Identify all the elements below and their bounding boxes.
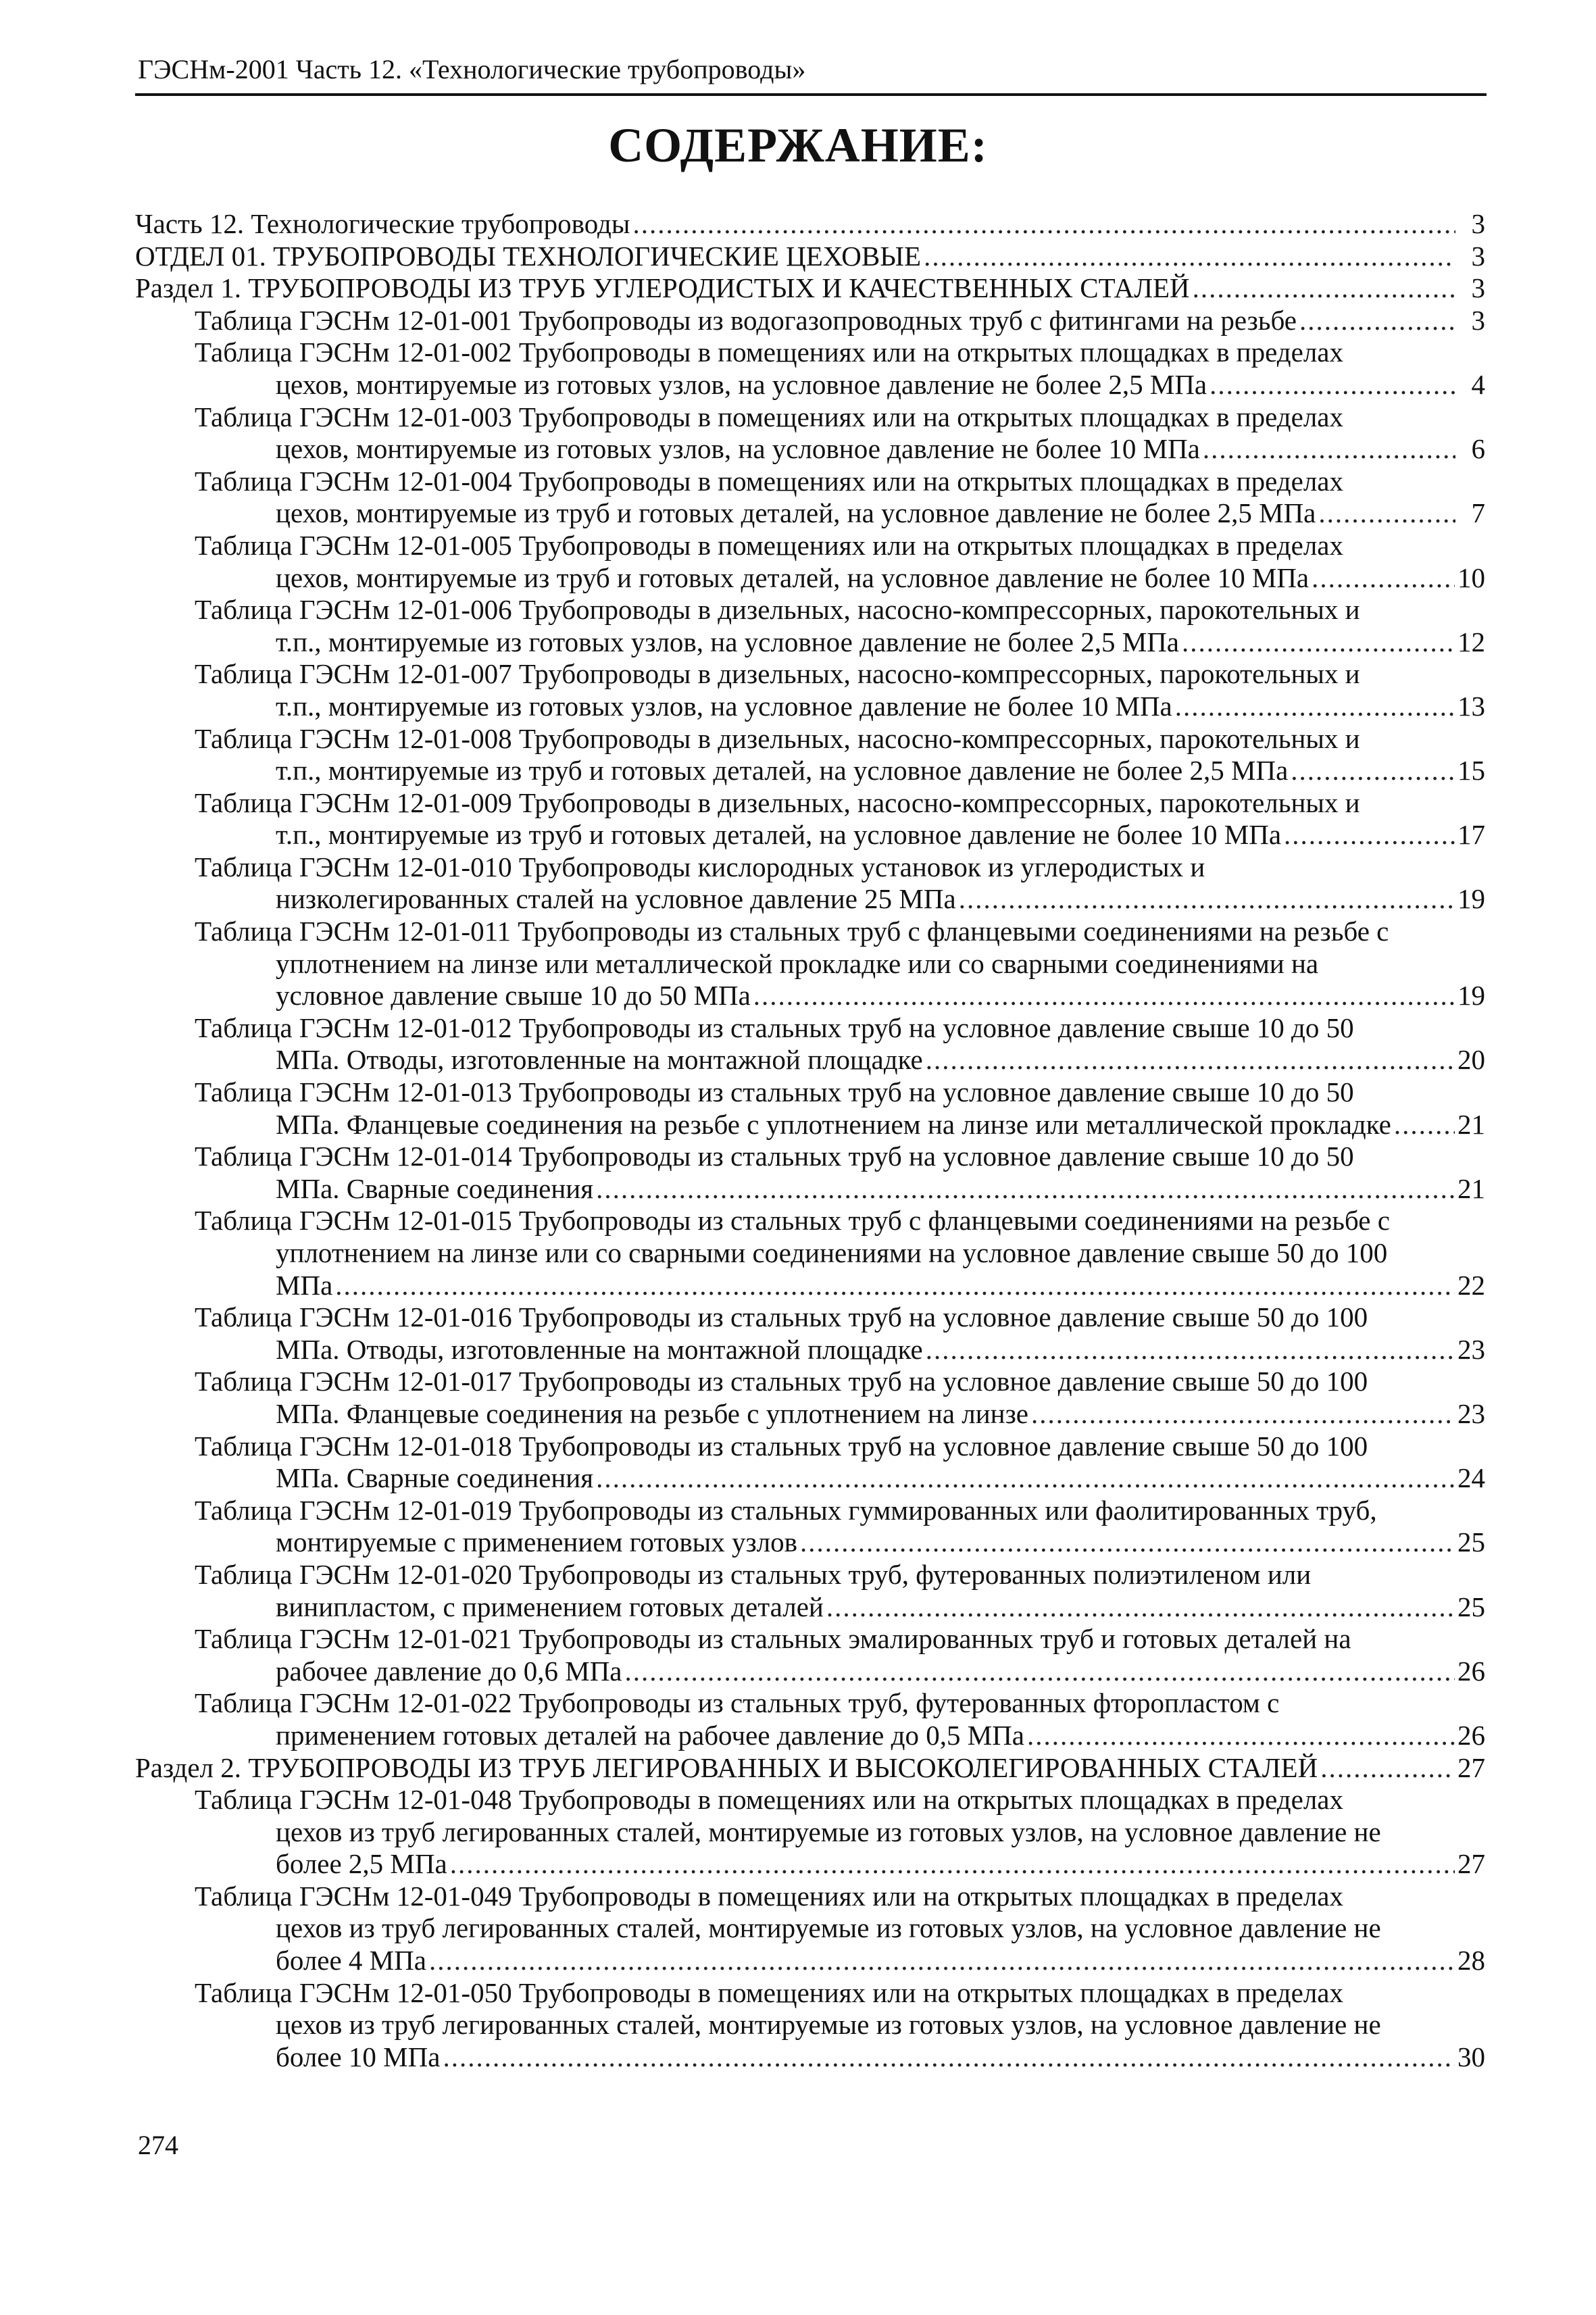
toc-entry-text: Таблица ГЭСНм 12-01-005 Трубопроводы в помещениях или на открытых площадках в пределах [195, 529, 1343, 561]
toc-entry-text: Раздел 1. ТРУБОПРОВОДЫ ИЗ ТРУБ УГЛЕРОДИСТЫХ И КАЧЕСТВЕННЫХ СТАЛЕЙ [135, 272, 1190, 304]
toc-entry-text: низколегированных сталей на условное давление 25 МПа [276, 883, 956, 915]
dot-leader [1312, 562, 1455, 595]
toc-entry-line [135, 1559, 1485, 1591]
dot-leader [596, 1173, 1455, 1205]
toc-entry-text: Таблица ГЭСНм 12-01-007 Трубопроводы в дизельных, насосно-компрессорных, парокотельных и [195, 658, 1360, 690]
toc-page-number: 3 [1471, 304, 1485, 336]
toc-entry-line [135, 530, 1485, 562]
toc-entry-line [135, 755, 1485, 787]
dot-leader [1031, 1398, 1455, 1430]
dot-leader [1193, 272, 1455, 305]
toc-entry-text: более 10 МПа [276, 2041, 441, 2072]
toc-table-entry [135, 1687, 1485, 1751]
toc-entry-text: цехов из труб легированных сталей, монтируемые из готовых узлов, на условное давление не [276, 1912, 1381, 1944]
toc-entry-line [135, 1945, 1485, 1977]
toc-page-number: 13 [1457, 690, 1485, 722]
toc-page-number: 27 [1457, 1751, 1485, 1783]
toc-page-number: 3 [1471, 272, 1485, 304]
dot-leader [1203, 433, 1455, 466]
toc-entry-line [135, 466, 1485, 498]
toc-entry-text: Таблица ГЭСНм 12-01-008 Трубопроводы в дизельных, насосно-компрессорных, парокотельных и [195, 722, 1360, 754]
toc-entry-text: МПа. Отводы, изготовленные на монтажной площадке [276, 1333, 923, 1365]
toc-table-entry [135, 787, 1485, 851]
toc-table-entry [135, 1430, 1485, 1495]
toc-table-entry [135, 305, 1485, 337]
dot-leader [596, 1462, 1455, 1495]
toc-entry-text: Таблица ГЭСНм 12-01-019 Трубопроводы из стальных гуммированных или фаолитированных труб, [195, 1494, 1377, 1526]
dot-leader [926, 1044, 1455, 1076]
toc-entry-line [135, 369, 1485, 401]
toc-entry-text: Таблица ГЭСНм 12-01-004 Трубопроводы в помещениях или на открытых площадках в пределах [195, 465, 1343, 497]
toc-page-number: 21 [1457, 1108, 1485, 1140]
toc-entry-line [135, 1591, 1485, 1624]
toc-entry-text: цехов, монтируемые из готовых узлов, на условное давление не более 10 МПа [276, 433, 1200, 465]
toc-entry-text: уплотнением на линзе или металлической прокладке или со сварными соединениями на [276, 947, 1319, 979]
toc-entry-line [135, 883, 1485, 916]
toc-page-number: 10 [1457, 562, 1485, 593]
dot-leader [1175, 691, 1455, 723]
toc-table-entry [135, 723, 1485, 787]
toc-entry-text: МПа. Фланцевые соединения на резьбе с уплотнением на линзе [276, 1397, 1029, 1429]
toc-entry-text: т.п., монтируемые из труб и готовых деталей, на условное давление не более 10 МПа [276, 819, 1282, 851]
toc-entry-text: Таблица ГЭСНм 12-01-018 Трубопроводы из стальных труб на условное давление свыше 50 до 100 [195, 1430, 1368, 1462]
toc-entry-text: Таблица ГЭСНм 12-01-011 Трубопроводы из стальных труб с фланцевыми соединениями на резьбе с [195, 916, 1389, 947]
toc-entry-line [135, 1270, 1485, 1302]
dot-leader [443, 2041, 1455, 2074]
toc-entry-text: МПа. Фланцевые соединения на резьбе с уплотнением на линзе или металлической прокладке [276, 1108, 1391, 1140]
toc-section-entry [135, 241, 1485, 273]
toc-page-number: 23 [1457, 1397, 1485, 1429]
toc-page-number: 3 [1471, 208, 1485, 239]
toc-entry-text: Таблица ГЭСНм 12-01-002 Трубопроводы в помещениях или на открытых площадках в пределах [195, 337, 1343, 368]
toc-page-number: 24 [1457, 1462, 1485, 1494]
toc-table-entry [135, 658, 1485, 722]
table-of-contents [135, 208, 1485, 2073]
toc-entry-text: Таблица ГЭСНм 12-01-049 Трубопроводы в помещениях или на открытых площадках в пределах [195, 1880, 1343, 1912]
toc-entry-text: Часть 12. Технологические трубопроводы [135, 208, 630, 239]
toc-section-entry [135, 208, 1485, 241]
toc-page-number: 6 [1471, 433, 1485, 465]
toc-entry-line [135, 1141, 1485, 1173]
toc-entry-text: применением готовых деталей на рабочее давление до 0,5 МПа [276, 1719, 1025, 1751]
toc-page-number: 3 [1471, 240, 1485, 272]
toc-entry-text: уплотнением на линзе или со сварными соединениями на условное давление свыше 50 до 100 [276, 1237, 1388, 1268]
dot-leader [1027, 1720, 1455, 1752]
toc-entry-line [135, 1881, 1485, 1913]
toc-entry-text: рабочее давление до 0,6 МПа [276, 1655, 622, 1687]
toc-entry-text: МПа. Отводы, изготовленные на монтажной площадке [276, 1044, 923, 1076]
toc-page-number: 19 [1457, 883, 1485, 915]
toc-table-entry [135, 916, 1485, 1012]
toc-entry-text: винипластом, с применением готовых деталей [276, 1591, 824, 1622]
toc-entry-line [135, 723, 1485, 755]
toc-entry-line [135, 337, 1485, 369]
toc-entry-text: Таблица ГЭСНм 12-01-009 Трубопроводы в дизельных, насосно-компрессорных, парокотельных и [195, 787, 1360, 818]
toc-page-number: 19 [1457, 980, 1485, 1012]
toc-page-number: 15 [1457, 755, 1485, 787]
toc-entry-text: МПа [276, 1269, 333, 1301]
toc-entry-line [135, 658, 1485, 691]
toc-page-number: 26 [1457, 1719, 1485, 1751]
toc-entry-line [135, 1301, 1485, 1334]
toc-entry-text: Таблица ГЭСНм 12-01-020 Трубопроводы из стальных труб, футерованных полиэтиленом или [195, 1558, 1312, 1590]
toc-entry-text: Таблица ГЭСНм 12-01-010 Трубопроводы кислородных установок из углеродистых и [195, 851, 1205, 882]
toc-entry-line [135, 1398, 1485, 1430]
toc-entry-line [135, 1784, 1485, 1816]
toc-entry-text: т.п., монтируемые из готовых узлов, на условное давление не более 2,5 МПа [276, 626, 1180, 657]
toc-table-entry [135, 1301, 1485, 1366]
toc-entry-line [135, 1720, 1485, 1752]
toc-entry-text: МПа. Сварные соединения [276, 1172, 594, 1204]
toc-table-entry [135, 1012, 1485, 1076]
toc-entry-text: Таблица ГЭСНм 12-01-014 Трубопроводы из стальных труб на условное давление свыше 10 до 50 [195, 1141, 1354, 1172]
dot-leader [1320, 1752, 1455, 1785]
dot-leader [335, 1270, 1455, 1302]
dot-leader [1299, 305, 1455, 337]
toc-entry-text: Таблица ГЭСНм 12-01-016 Трубопроводы из стальных труб на условное давление свыше 50 до 100 [195, 1301, 1368, 1333]
dot-leader [625, 1656, 1455, 1688]
toc-entry-text: т.п., монтируемые из готовых узлов, на условное давление не более 10 МПа [276, 690, 1172, 722]
toc-table-entry [135, 1623, 1485, 1687]
dot-leader [1284, 819, 1455, 851]
toc-entry-line [135, 594, 1485, 626]
toc-table-entry [135, 1881, 1485, 1977]
toc-entry-line [135, 1012, 1485, 1045]
dot-leader [1291, 755, 1455, 787]
toc-entry-text: Таблица ГЭСНм 12-01-022 Трубопроводы из стальных труб, футерованных фторопластом с [195, 1687, 1280, 1719]
toc-page-number: 26 [1457, 1655, 1485, 1687]
toc-entry-line [135, 1205, 1485, 1237]
toc-entry-line [135, 1687, 1485, 1720]
toc-entry-text: монтируемые с применением готовых узлов [276, 1526, 797, 1558]
toc-entry-line [135, 1752, 1485, 1785]
dot-leader [926, 1334, 1455, 1366]
toc-table-entry [135, 1559, 1485, 1623]
toc-entry-line [135, 562, 1485, 595]
toc-entry-line [135, 1430, 1485, 1463]
toc-entry-line [135, 819, 1485, 851]
toc-entry-text: условное давление свыше 10 до 50 МПа [276, 980, 751, 1012]
toc-entry-text: Таблица ГЭСНм 12-01-050 Трубопроводы в помещениях или на открытых площадках в пределах [195, 1976, 1343, 2008]
toc-page-number: 17 [1457, 819, 1485, 851]
toc-section-entry [135, 272, 1485, 305]
toc-entry-line [135, 1237, 1485, 1270]
dot-leader [1182, 626, 1455, 659]
toc-entry-line [135, 1912, 1485, 1945]
dot-leader [826, 1591, 1455, 1624]
dot-leader [753, 980, 1455, 1012]
toc-entry-line [135, 1044, 1485, 1076]
toc-entry-text: Таблица ГЭСНм 12-01-003 Трубопроводы в помещениях или на открытых площадках в пределах [195, 401, 1343, 432]
toc-entry-line [135, 691, 1485, 723]
toc-entry-line [135, 1173, 1485, 1205]
toc-entry-line [135, 272, 1485, 305]
toc-section-entry [135, 1752, 1485, 1785]
toc-entry-text: цехов, монтируемые из готовых узлов, на условное давление не более 2,5 МПа [276, 368, 1207, 400]
toc-entry-text: т.п., монтируемые из труб и готовых деталей, на условное давление не более 2,5 МПа [276, 755, 1289, 787]
toc-entry-text: цехов, монтируемые из труб и готовых деталей, на условное давление не более 2,5 МПа [276, 497, 1316, 529]
toc-entry-line [135, 626, 1485, 659]
dot-leader [429, 1945, 1455, 1977]
toc-table-entry [135, 530, 1485, 594]
toc-table-entry [135, 1141, 1485, 1205]
toc-table-entry [135, 1495, 1485, 1559]
toc-entry-text: ОТДЕЛ 01. ТРУБОПРОВОДЫ ТЕХНОЛОГИЧЕСКИЕ ЦЕХОВЫЕ [135, 240, 922, 272]
dot-leader [924, 241, 1455, 273]
toc-entry-line [135, 1526, 1485, 1559]
toc-entry-line [135, 916, 1485, 948]
toc-entry-line [135, 497, 1485, 530]
toc-page-number: 23 [1457, 1333, 1485, 1365]
toc-page-number: 4 [1471, 368, 1485, 400]
toc-table-entry [135, 466, 1485, 530]
toc-page-number: 30 [1457, 2041, 1485, 2072]
toc-entry-line [135, 1076, 1485, 1109]
toc-entry-line [135, 305, 1485, 337]
toc-page-number: 12 [1457, 626, 1485, 657]
toc-entry-line [135, 2009, 1485, 2041]
toc-entry-line [135, 241, 1485, 273]
toc-entry-line [135, 208, 1485, 241]
toc-entry-line [135, 1334, 1485, 1366]
toc-entry-line [135, 1656, 1485, 1688]
toc-table-entry [135, 1076, 1485, 1141]
toc-page-number: 7 [1471, 497, 1485, 529]
toc-entry-text: Таблица ГЭСНм 12-01-001 Трубопроводы из водогазопроводных труб с фитингами на резьбе [195, 304, 1297, 336]
toc-entry-line [135, 948, 1485, 980]
toc-entry-line [135, 1109, 1485, 1141]
toc-entry-line [135, 433, 1485, 466]
header-divider [135, 93, 1487, 96]
toc-page-number: 25 [1457, 1591, 1485, 1622]
toc-entry-line [135, 2041, 1485, 2074]
dot-leader [632, 208, 1455, 241]
toc-entry-text: Раздел 2. ТРУБОПРОВОДЫ ИЗ ТРУБ ЛЕГИРОВАННЫХ И ВЫСОКОЛЕГИРОВАННЫХ СТАЛЕЙ [135, 1751, 1318, 1783]
toc-table-entry [135, 1205, 1485, 1301]
toc-entry-text: цехов из труб легированных сталей, монтируемые из готовых узлов, на условное давление не [276, 2009, 1381, 2041]
dot-leader [959, 883, 1455, 916]
toc-entry-line [135, 787, 1485, 820]
toc-entry-line [135, 1816, 1485, 1849]
toc-table-entry [135, 594, 1485, 658]
toc-entry-line [135, 851, 1485, 884]
toc-table-entry [135, 1366, 1485, 1430]
toc-entry-text: Таблица ГЭСНм 12-01-013 Трубопроводы из стальных труб на условное давление свыше 10 до 50 [195, 1076, 1354, 1108]
toc-entry-line [135, 1848, 1485, 1881]
toc-entry-text: Таблица ГЭСНм 12-01-012 Трубопроводы из стальных труб на условное давление свыше 10 до 50 [195, 1012, 1354, 1043]
page-number: 274 [138, 2130, 178, 2160]
toc-entry-text: более 2,5 МПа [276, 1848, 447, 1880]
dot-leader [1394, 1109, 1455, 1141]
toc-entry-text: более 4 МПа [276, 1945, 426, 1976]
toc-entry-text: Таблица ГЭСНм 12-01-021 Трубопроводы из стальных эмалированных труб и готовых деталей на [195, 1623, 1351, 1655]
dot-leader [800, 1526, 1455, 1559]
toc-table-entry [135, 1784, 1485, 1881]
toc-entry-line [135, 1623, 1485, 1656]
toc-entry-line [135, 1366, 1485, 1398]
toc-entry-text: цехов, монтируемые из труб и готовых деталей, на условное давление не более 10 МПа [276, 562, 1310, 593]
toc-page-number: 27 [1457, 1848, 1485, 1880]
toc-entry-text: Таблица ГЭСНм 12-01-017 Трубопроводы из стальных труб на условное давление свыше 50 до 100 [195, 1366, 1368, 1397]
dot-leader [1210, 369, 1455, 401]
dot-leader [1318, 497, 1455, 530]
toc-entry-text: Таблица ГЭСНм 12-01-006 Трубопроводы в дизельных, насосно-компрессорных, парокотельных и [195, 594, 1360, 626]
toc-entry-text: Таблица ГЭСНм 12-01-048 Трубопроводы в помещениях или на открытых площадках в пределах [195, 1784, 1343, 1816]
toc-page-number: 25 [1457, 1526, 1485, 1558]
toc-table-entry [135, 851, 1485, 916]
toc-entry-line [135, 1462, 1485, 1495]
running-header: ГЭСНм-2001 Часть 12. «Технологические трубопроводы» [138, 54, 806, 84]
toc-page-number: 22 [1457, 1269, 1485, 1301]
toc-entry-text: Таблица ГЭСНм 12-01-015 Трубопроводы из стальных труб с фланцевыми соединениями на резьбе с [195, 1205, 1390, 1237]
toc-page-number: 20 [1457, 1044, 1485, 1076]
dot-leader [450, 1848, 1455, 1881]
toc-entry-line [135, 1977, 1485, 2010]
toc-entry-line [135, 980, 1485, 1012]
toc-table-entry [135, 337, 1485, 401]
page-title: СОДЕРЖАНИЕ: [608, 118, 988, 172]
toc-entry-line [135, 401, 1485, 434]
toc-entry-text: МПа. Сварные соединения [276, 1462, 594, 1494]
toc-page-number: 21 [1457, 1172, 1485, 1204]
toc-entry-line [135, 1495, 1485, 1527]
toc-table-entry [135, 1977, 1485, 2074]
toc-page-number: 28 [1457, 1945, 1485, 1976]
toc-table-entry [135, 401, 1485, 466]
toc-entry-text: цехов из труб легированных сталей, монтируемые из готовых узлов, на условное давление не [276, 1816, 1381, 1847]
